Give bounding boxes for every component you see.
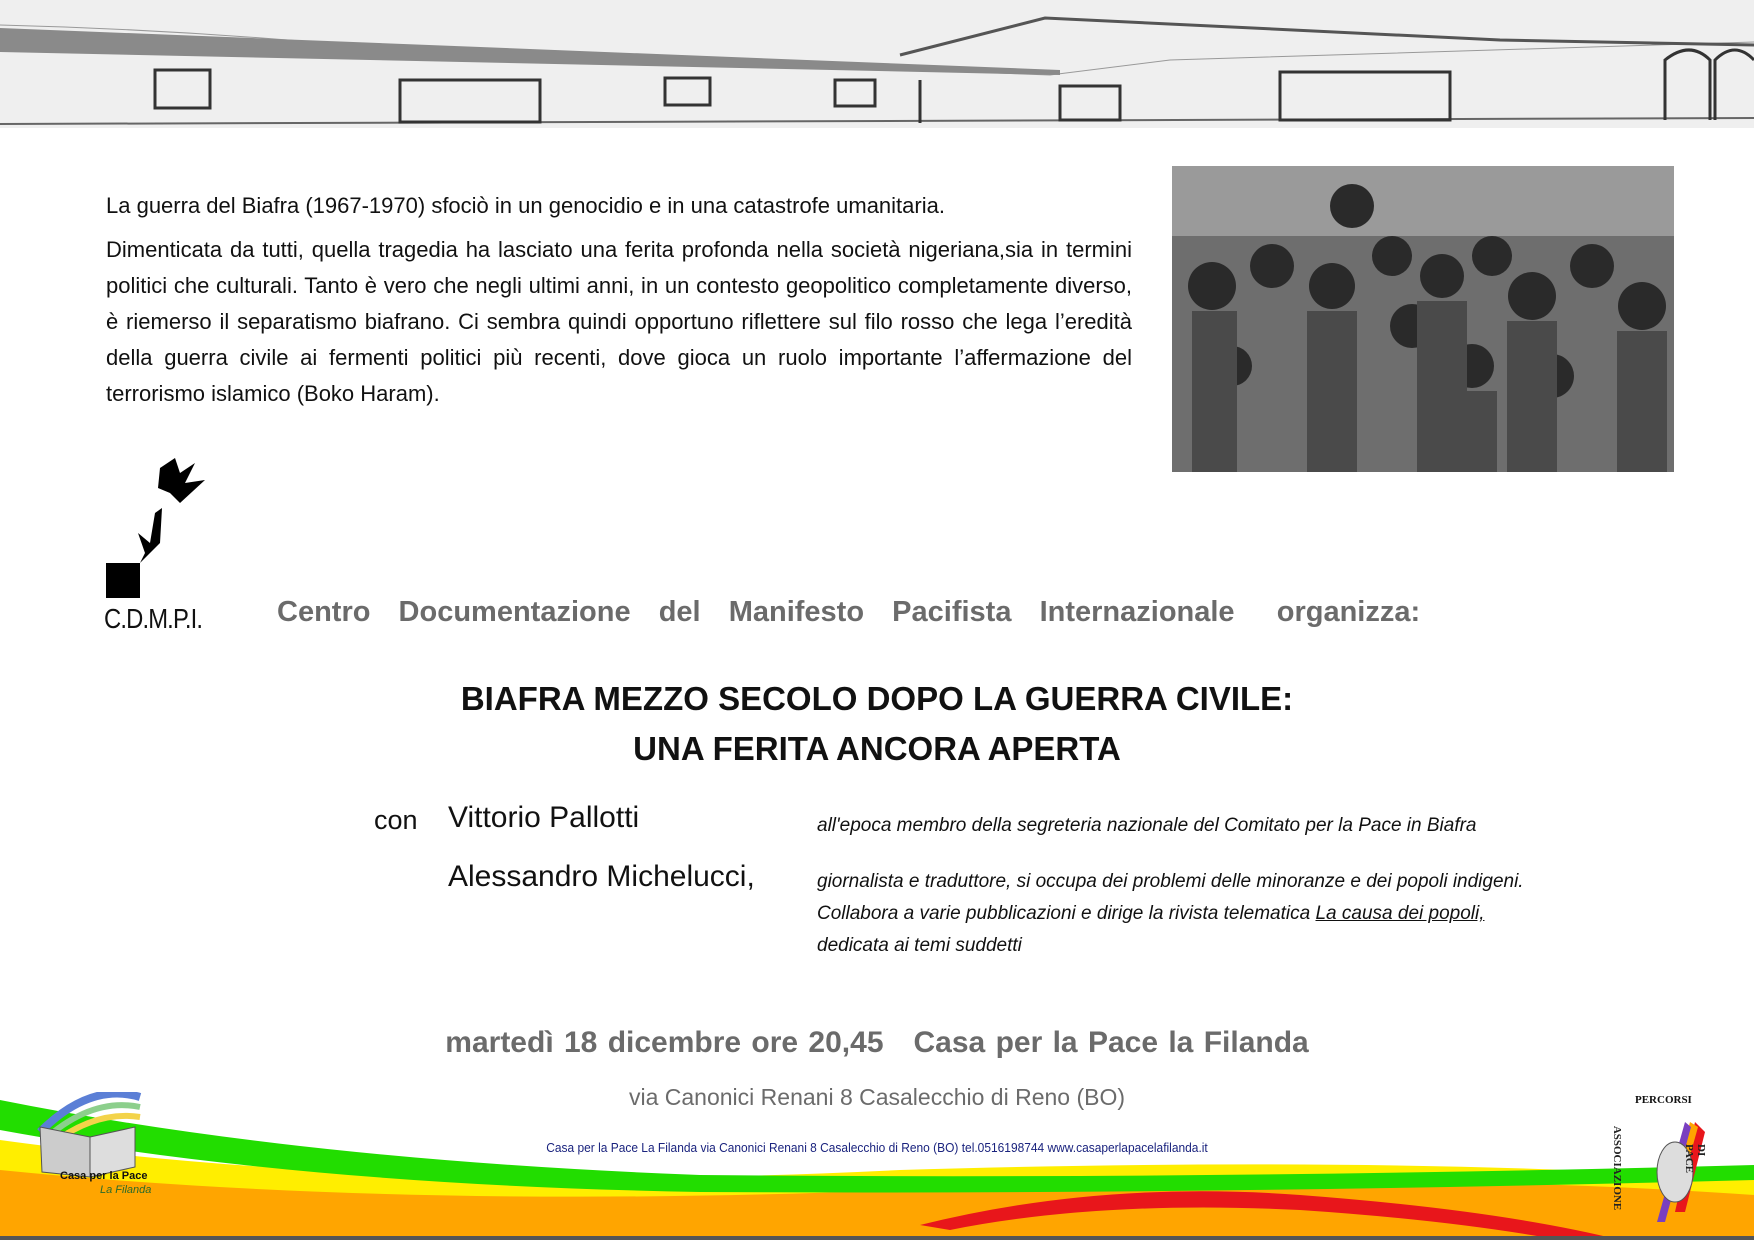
speaker-2-name: Alessandro Michelucci, xyxy=(448,860,755,893)
organizer-line: Centro Documentazione del Manifesto Pacifista Internazionale organizza: xyxy=(277,596,1421,628)
rainbow-wave-footer xyxy=(0,1100,1754,1240)
intro-paragraph-2: Dimenticata da tutti, quella tragedia ha lasciato una ferita profonda nella società nigeriana,sia in termini politici che culturali. Tanto è vero che negli ultimi anni, in un contesto geopolitico completamente diverso, è riemerso il separatismo biafrano. Ci sembra quindi opportuno riflettere sul filo rosso che lega l’eredità della guerra civile ai fermenti politici più recenti, dove gioca un ruolo importante l’affermazione del terrorismo islamico (Boko Haram). xyxy=(106,237,1132,406)
cdmpi-logo-text: C.D.M.P.I. xyxy=(104,603,203,634)
percorsi-text: PERCORSI xyxy=(1635,1094,1692,1106)
associazione-text: ASSOCIAZIONE xyxy=(1611,1125,1624,1211)
title-line-1: BIAFRA MEZZO SECOLO DOPO LA GUERRA CIVILE: xyxy=(460,680,1294,717)
speaker-2-desc-line-3: dedicata ai temi suddetti xyxy=(817,935,1022,956)
biafra-children-photo xyxy=(1172,166,1674,472)
speaker-2-desc-text: Collabora a varie pubblicazioni e dirige la rivista telematica xyxy=(817,903,1316,924)
casa-per-la-pace-logo xyxy=(30,1092,170,1202)
percorsi-di-pace-logo xyxy=(1611,1092,1715,1232)
casa-logo-text-2: La Filanda xyxy=(100,1184,152,1196)
intro-text xyxy=(106,188,1132,420)
intro-paragraph-1: La guerra del Biafra (1967-1970) sfociò in un genocidio e in una catastrofe umanitaria. xyxy=(106,193,945,218)
origami-birds-icon xyxy=(100,448,220,598)
event-address: via Canonici Renani 8 Casalecchio di Reno (BO) xyxy=(628,1084,1126,1110)
la-causa-dei-popoli-link[interactable]: La causa dei popoli, xyxy=(1315,903,1485,924)
speaker-2-desc xyxy=(817,866,1524,962)
speaker-1-name: Vittorio Pallotti xyxy=(448,801,640,834)
di-pace-text: DI PACE xyxy=(1683,1144,1707,1174)
event-venue: Casa per la Pace la Filanda xyxy=(913,1026,1309,1059)
title-line-2: UNA FERITA ANCORA APERTA xyxy=(633,730,1121,767)
event-title xyxy=(0,674,1754,774)
casa-logo-text-1: Casa per la Pace xyxy=(60,1170,148,1182)
con-label: con xyxy=(374,805,418,835)
cdmpi-logo xyxy=(100,448,220,644)
event-date: martedì 18 dicembre ore 20,45 xyxy=(445,1026,884,1059)
footer-contact-line: Casa per la Pace La Filanda via Canonici Renani 8 Casalecchio di Reno (BO) tel.0516198744 www.casaperlapacelafilanda.it xyxy=(546,1140,1208,1155)
event-date-venue xyxy=(0,1026,1754,1060)
building-sketch-banner xyxy=(0,0,1754,128)
speaker-2-desc-line-1: giornalista e traduttore, si occupa dei problemi delle minoranze e dei popoli indigeni. xyxy=(817,871,1524,892)
speaker-1-desc: all'epoca membro della segreteria nazionale del Comitato per la Pace in Biafra xyxy=(817,815,1477,836)
speaker-2-desc-line-2 xyxy=(817,898,1524,930)
